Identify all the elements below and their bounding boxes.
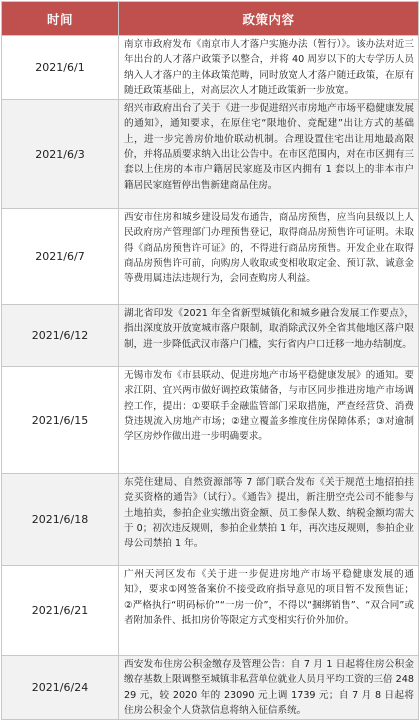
row-date: 2021/6/1 — [2, 36, 119, 100]
row-content: 东莞住建局、自然资源部等 7 部门联合发布《关于规范土地招拍挂竞买资格的通告》（试行）。《通告》提出，新注册空壳公司不能参与土地拍卖，参拍企业实缴出资金额、员工参保人数、纳税金额均需大于 0；初次违反规则，参拍企业禁拍 1 年，再次违反规则，参拍企业母公司禁拍 1 年。 — [124, 477, 414, 550]
row-content-cell — [119, 566, 419, 656]
table-row — [2, 566, 419, 656]
row-content: 无锡市发布《市县联动、促进房地产市场平稳健康发展》的通知。要求江阴、宜兴两市做好调控政策储备，与市区同步推进房地产市场调控工作，提出：①要联手金融监管部门采取措施，严查经营贷、消费贷违规流入房地产市场；②建立覆盖多维度住房保障体系；③对逾制学区房炒作做出进一步明确要求。 — [124, 370, 414, 443]
row-content-cell — [119, 656, 419, 720]
table-row — [2, 305, 419, 367]
table-row — [2, 36, 419, 100]
table-row — [2, 474, 419, 566]
row-content-cell — [119, 367, 419, 474]
row-content-cell — [119, 209, 419, 305]
row-content: 南京市政府发布《南京市人才落户实施办法（暂行）》。该办法对近三年出台的人才落户政策予以整合，并将 40 周岁以下的大专学历人员纳入人才落户的主体政策范畴，同时放宽人才落户随迁政策，在原有随迁政策基础上，对高层次人才随迁政策新一步放宽。 — [124, 39, 414, 96]
row-content-cell — [119, 474, 419, 566]
row-content: 西安发布住房公积金缴存及管理公告：自 7 月 1 日起将住房公积金缴存基数上限调整至城镇非私营单位就业人员月平均工资的三倍 24829 元，较 2020 年的 23090 元上调 1739 元；自 7 月 8 日起将住房公积金个人贷款信息将纳入征信系统。 — [124, 659, 414, 717]
row-date: 2021/6/12 — [2, 305, 119, 367]
row-content-cell — [119, 36, 419, 100]
row-date: 2021/6/18 — [2, 474, 119, 566]
row-content: 广州天河区发布《关于进一步促进房地产市场平稳健康发展的通知》，要求①网签备案价不接受政府指导意见的项目暂不发预售证；②严格执行“明码标价”“一房一价”，不得以“捆绑销售”、“双合同”或者附加条件、抵扣房价等限定方式变相实行价外加价。 — [124, 569, 414, 627]
row-date: 2021/6/15 — [2, 367, 119, 474]
policy-table — [1, 1, 419, 720]
table-row — [2, 100, 419, 209]
row-date: 2021/6/21 — [2, 566, 119, 656]
table-row — [2, 367, 419, 474]
row-date: 2021/6/7 — [2, 209, 119, 305]
row-date: 2021/6/3 — [2, 100, 119, 209]
header-time: 时间 — [2, 2, 119, 36]
row-date: 2021/6/24 — [2, 656, 119, 720]
row-content: 西安市住房和城乡建设局发布通告，商品房预售，应当向县级以上人民政府房产管理部门办理预售登记，取得商品房预售许可证明。未取得《商品房预售许可证》的，不得进行商品房预售。开发企业在取得商品房预售许可前，向购房人收取或变相收取定金、预订款、诚意金等费用属违法违规行为，会同查购房人利益。 — [124, 212, 414, 285]
row-content-cell — [119, 100, 419, 209]
header-content: 政策内容 — [119, 2, 419, 36]
table-header-row — [2, 2, 419, 36]
policy-table-container — [1, 1, 418, 717]
table-row — [2, 656, 419, 720]
row-content: 绍兴市政府出台了关于《进一步促进绍兴市房地产市场平稳健康发展的通知》，通知要求，在原住宅“限地价、竞配建”出让方式的基础上，进一步完善房价地价联动机制。合理设置住宅出让用地最高限价，并将品质要求纳入出让公告中。在市区范围内，对在市区拥有三套以上住房的本市户籍居民家庭及市区内拥有 1 套以上的非本市户籍居民家庭暂停出售新建商品住房。 — [124, 103, 414, 191]
row-content: 湖北省印发《2021 年全省新型城镇化和城乡融合发展工作要点》，指出深度放开放宽城市落户限制，取消除武汉外全省其他地区落户限制，进一步降低武汉市落户门槛，实行省内户口迁移一地办结制度。 — [124, 308, 414, 350]
row-content-cell — [119, 305, 419, 367]
table-row — [2, 209, 419, 305]
